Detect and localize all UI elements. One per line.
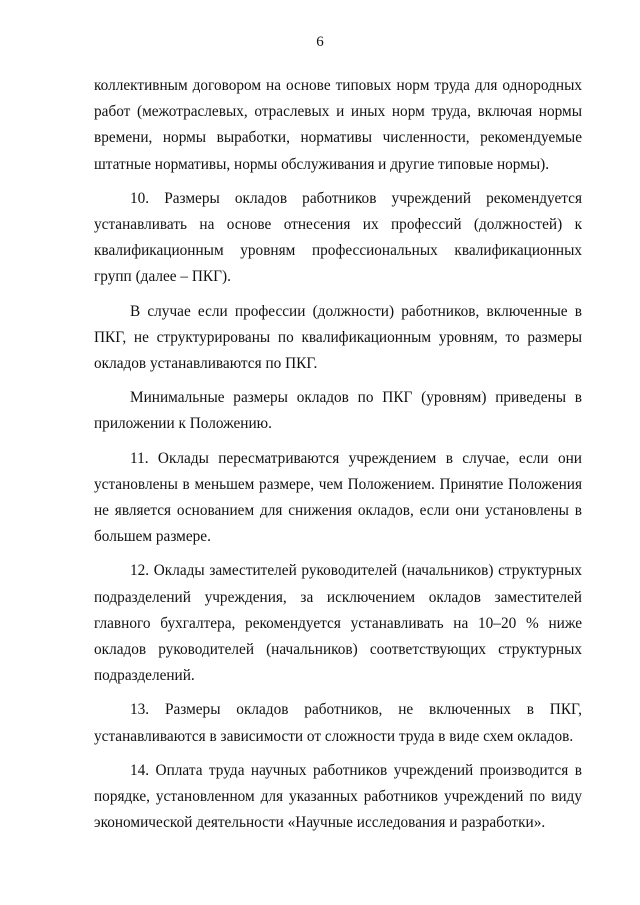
paragraph-14: 14. Оплата труда научных работников учреждений производится в порядке, установленном для указанных работников учреждений по виду экономической деятельности «Научные исследования и разработки».: [94, 761, 582, 832]
paragraph-12: 12. Оклады заместителей руководителей (начальников) структурных подразделений учреждения, за исключением окладов заместителей главного бухгалтера, рекомендуется устанавливать на 10–20 % ниже окладов руководителей (начальников) соответствующих структурных подразделений.: [94, 562, 582, 685]
paragraph-continued: коллективным договором на основе типовых норм труда для однородных работ (межотраслевых, отраслевых и иных норм труда, включая нормы времени, нормы выработки, нормативы численности, рекомендуемые штатные нормативы, нормы обслуживания и другие типовые нормы).: [94, 77, 582, 173]
page-number: 6: [316, 34, 324, 50]
paragraph-10: 10. Размеры окладов работников учреждений рекомендуется устанавливать на основе отнесения их профессий (должностей) к квалификационным уровням профессиональных квалификационных групп (далее – ПКГ).: [94, 189, 582, 286]
paragraph-13: 13. Размеры окладов работников, не включенных в ПКГ, устанавливаются в зависимости от сложности труда в виде схем окладов.: [94, 701, 582, 745]
paragraph-11: 11. Оклады пересматриваются учреждением в случае, если они установлены в меньшем размере, чем Положением. Принятие Положения не является основанием для снижения окладов, если они установлены в большем размере.: [94, 449, 582, 546]
document-body: [94, 73, 582, 844]
paragraph-min-salaries: Минимальные размеры окладов по ПКГ (уровням) приведены в приложении к Положению.: [94, 389, 582, 433]
paragraph-pkg-structure: В случае если профессии (должности) работников, включенные в ПКГ, не структурированы по квалификационным уровням, то размеры окладов устанавливаются по ПКГ.: [94, 302, 582, 373]
